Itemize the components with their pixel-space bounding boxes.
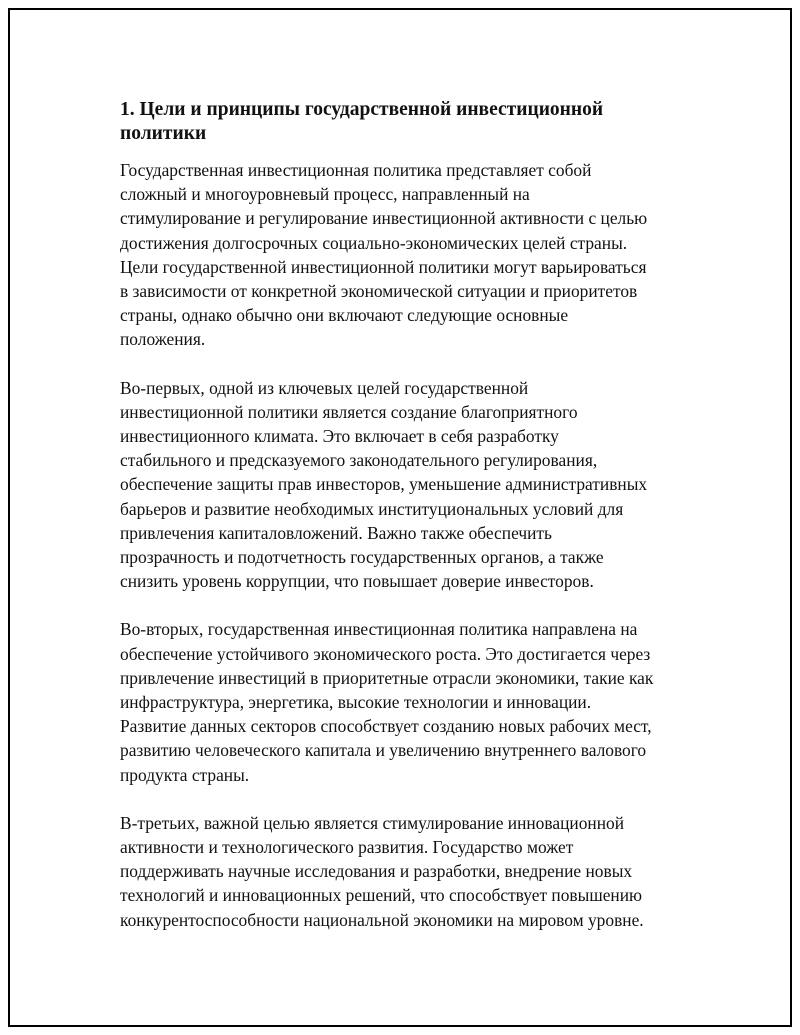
text-line: прозрачность и подотчетность государственных органов, а также <box>120 547 604 568</box>
text-line: Развитие данных секторов способствует созданию новых рабочих мест, <box>120 716 652 737</box>
text-line: Во-вторых, государственная инвестиционная политика направлена на <box>120 619 638 640</box>
text-line: в зависимости от конкретной экономической ситуации и приоритетов <box>120 281 638 302</box>
text-line: продукта страны. <box>120 764 250 785</box>
paragraph-second <box>120 617 698 786</box>
text-line: поддерживать научные исследования и разработки, внедрение новых <box>120 861 633 882</box>
paragraph-intro <box>120 158 698 352</box>
text-line: снизить уровень коррупции, что повышает доверие инвесторов. <box>120 571 594 592</box>
text-line: Государственная инвестиционная политика представляет собой <box>120 160 592 180</box>
text-line: сложный и многоуровневый процесс, направленный на <box>120 184 530 205</box>
text-line: обеспечение устойчивого экономического роста. Это достигается через <box>120 643 651 664</box>
text-line: положения. <box>120 329 206 350</box>
page-frame <box>8 8 792 1027</box>
heading-line: 1. Цели и принципы государственной инвестиционной <box>120 99 604 120</box>
text-line: активности и технологического развития. Государство может <box>120 837 574 858</box>
text-line: привлечения капиталовложений. Важно также обеспечить <box>120 522 552 543</box>
text-line: страны, однако обычно они включают следующие основные <box>120 305 569 326</box>
text-line: В-третьих, важной целью является стимулирование инновационной <box>120 812 625 833</box>
text-line: развитию человеческого капитала и увеличению внутреннего валового <box>120 740 647 761</box>
text-line: обеспечение защиты прав инвесторов, уменьшение административных <box>120 474 648 495</box>
section-heading <box>120 98 698 146</box>
heading-line: политики <box>120 123 207 144</box>
text-line: стимулирование и регулирование инвестиционной активности с целью <box>120 208 648 229</box>
paragraph-third <box>120 811 698 932</box>
text-line: инвестиционного климата. Это включает в себя разработку <box>120 426 559 447</box>
text-line: привлечение инвестиций в приоритетные отрасли экономики, такие как <box>120 667 654 688</box>
text-line: инвестиционной политики является создание благоприятного <box>120 401 578 422</box>
text-line: Во-первых, одной из ключевых целей государственной <box>120 377 529 398</box>
text-line: стабильного и предсказуемого законодательного регулирования, <box>120 450 598 471</box>
text-line: технологий и инновационных решений, что способствует повышению <box>120 885 643 906</box>
text-line: инфраструктура, энергетика, высокие технологии и инновации. <box>120 692 592 713</box>
text-line: конкурентоспособности национальной экономики на мировом уровне. <box>120 909 644 930</box>
text-line: барьеров и развитие необходимых институциональных условий для <box>120 498 624 519</box>
document-body <box>120 98 698 956</box>
paragraph-first <box>120 376 698 594</box>
text-line: Цели государственной инвестиционной политики могут варьироваться <box>120 256 647 277</box>
text-line: достижения долгосрочных социально-экономических целей страны. <box>120 232 628 253</box>
